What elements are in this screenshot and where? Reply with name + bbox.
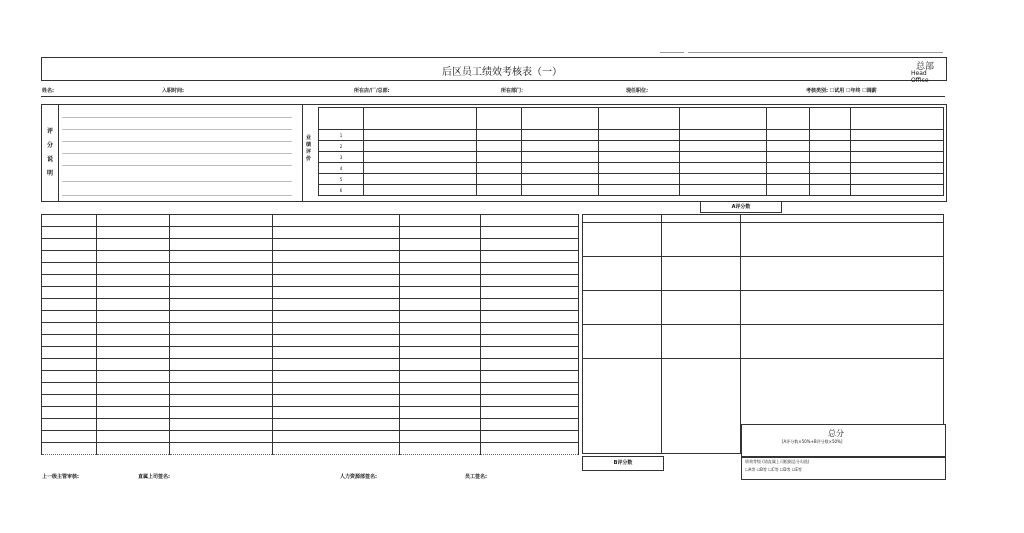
total-label: 总分 xyxy=(828,429,844,438)
sign-hr: 人力资源部签名: xyxy=(340,474,378,480)
vertical-label: 业 绩 评 价 xyxy=(306,135,312,162)
field-dept: 所在部门： xyxy=(501,88,527,94)
total-score-box: 总分 [A评分数×50%+B评分数×50%] xyxy=(741,424,946,458)
eval-notes xyxy=(62,109,302,197)
kpi-table xyxy=(318,107,944,196)
row-number: 5 xyxy=(319,174,364,185)
dept-sublabel: Head Office xyxy=(911,70,929,84)
field-position: 现任职位: xyxy=(626,88,648,94)
dept-label: 总部 xyxy=(916,62,935,72)
field-location: 所在店/厂/总部: xyxy=(354,88,390,94)
a-score-label: A评分数 xyxy=(731,204,751,210)
b-score-box xyxy=(582,456,664,471)
result-box: 绩效等级 (请直属上司根据总分勾选) ☐A等 ☐B等 ☐C等 ☐D等 ☐E等 xyxy=(741,456,946,480)
title-box xyxy=(41,57,947,84)
field-hire-date: 入职时间: xyxy=(162,88,184,94)
comment-table xyxy=(582,214,944,454)
row-number: 1 xyxy=(319,130,364,141)
row-number: 4 xyxy=(319,163,364,174)
row-number: 3 xyxy=(319,152,364,163)
competency-table xyxy=(41,214,579,455)
b-score-label: B评分数 xyxy=(613,460,633,466)
a-score-box xyxy=(700,201,782,213)
sign-manager: 上一级主管审核: xyxy=(42,474,80,480)
row-number: 2 xyxy=(319,141,364,152)
sign-supervisor: 直属上司签名: xyxy=(138,474,171,480)
field-name: 姓名: xyxy=(42,88,54,94)
form-title: 后区员工绩效考核表（一） xyxy=(442,67,562,78)
section-one xyxy=(41,104,947,202)
field-period: 考核类别: ☐试用 ☐年终 ☐调薪 xyxy=(806,88,877,94)
eval-side-label: 评 分 说 明 xyxy=(47,128,54,177)
row-number: 6 xyxy=(319,185,364,196)
sign-employee: 员工签名: xyxy=(465,474,487,480)
